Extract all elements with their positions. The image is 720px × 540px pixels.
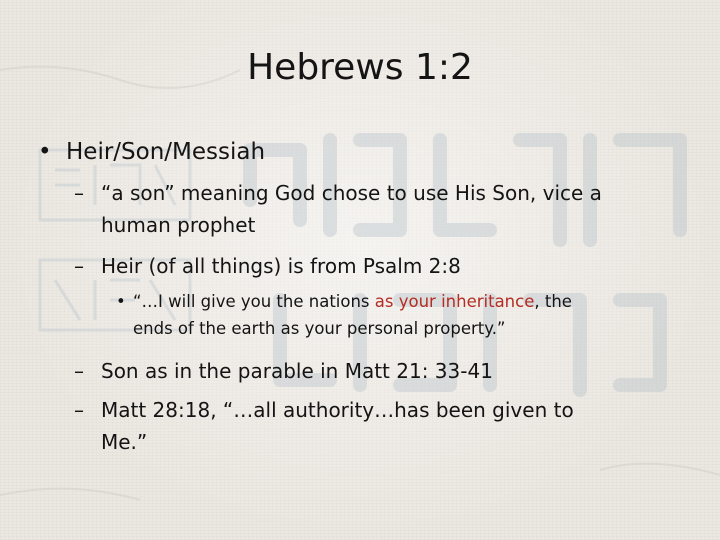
dash-marker: –	[74, 254, 84, 278]
sub-bullet-son-parable	[74, 356, 493, 386]
quote-psalm-2-8	[116, 290, 572, 314]
bullet-text: Heir/Son/Messiah	[66, 139, 266, 165]
sub-bullet-text: Son as in the parable in Matt 21: 33-41	[101, 359, 493, 383]
dash-marker: –	[74, 398, 84, 422]
bullet-marker: •	[38, 139, 52, 165]
sub-bullet-text: Heir (of all things) is from Psalm 2:8	[101, 254, 461, 278]
sub-bullet-a-son	[74, 178, 602, 208]
slide-title: Hebrews 1:2	[247, 47, 473, 88]
quote-text-end: , the	[534, 292, 572, 311]
sub-bullet-heir-of-all-things	[74, 251, 461, 281]
sub-bullet-text: Matt 28:18, “…all authority…has been given to	[101, 398, 574, 422]
sub-bullet-matt-28-18	[74, 395, 574, 425]
quote-text-start: “…I will give you the nations	[133, 292, 375, 311]
sub-bullet-text: “a son” meaning God chose to use His Son, vice a	[101, 181, 602, 205]
bullet-heir-son-messiah	[38, 136, 265, 168]
sub-bullet-matt-28-18-continued: Me.”	[101, 430, 148, 454]
dash-marker: –	[74, 359, 84, 383]
sub-bullet-a-son-continued: human prophet	[101, 213, 256, 237]
quote-psalm-2-8-continued: ends of the earth as your personal property.”	[133, 319, 506, 338]
highlighted-phrase: as your inheritance	[374, 292, 535, 311]
small-bullet-marker: •	[116, 292, 126, 311]
dash-marker: –	[74, 181, 84, 205]
